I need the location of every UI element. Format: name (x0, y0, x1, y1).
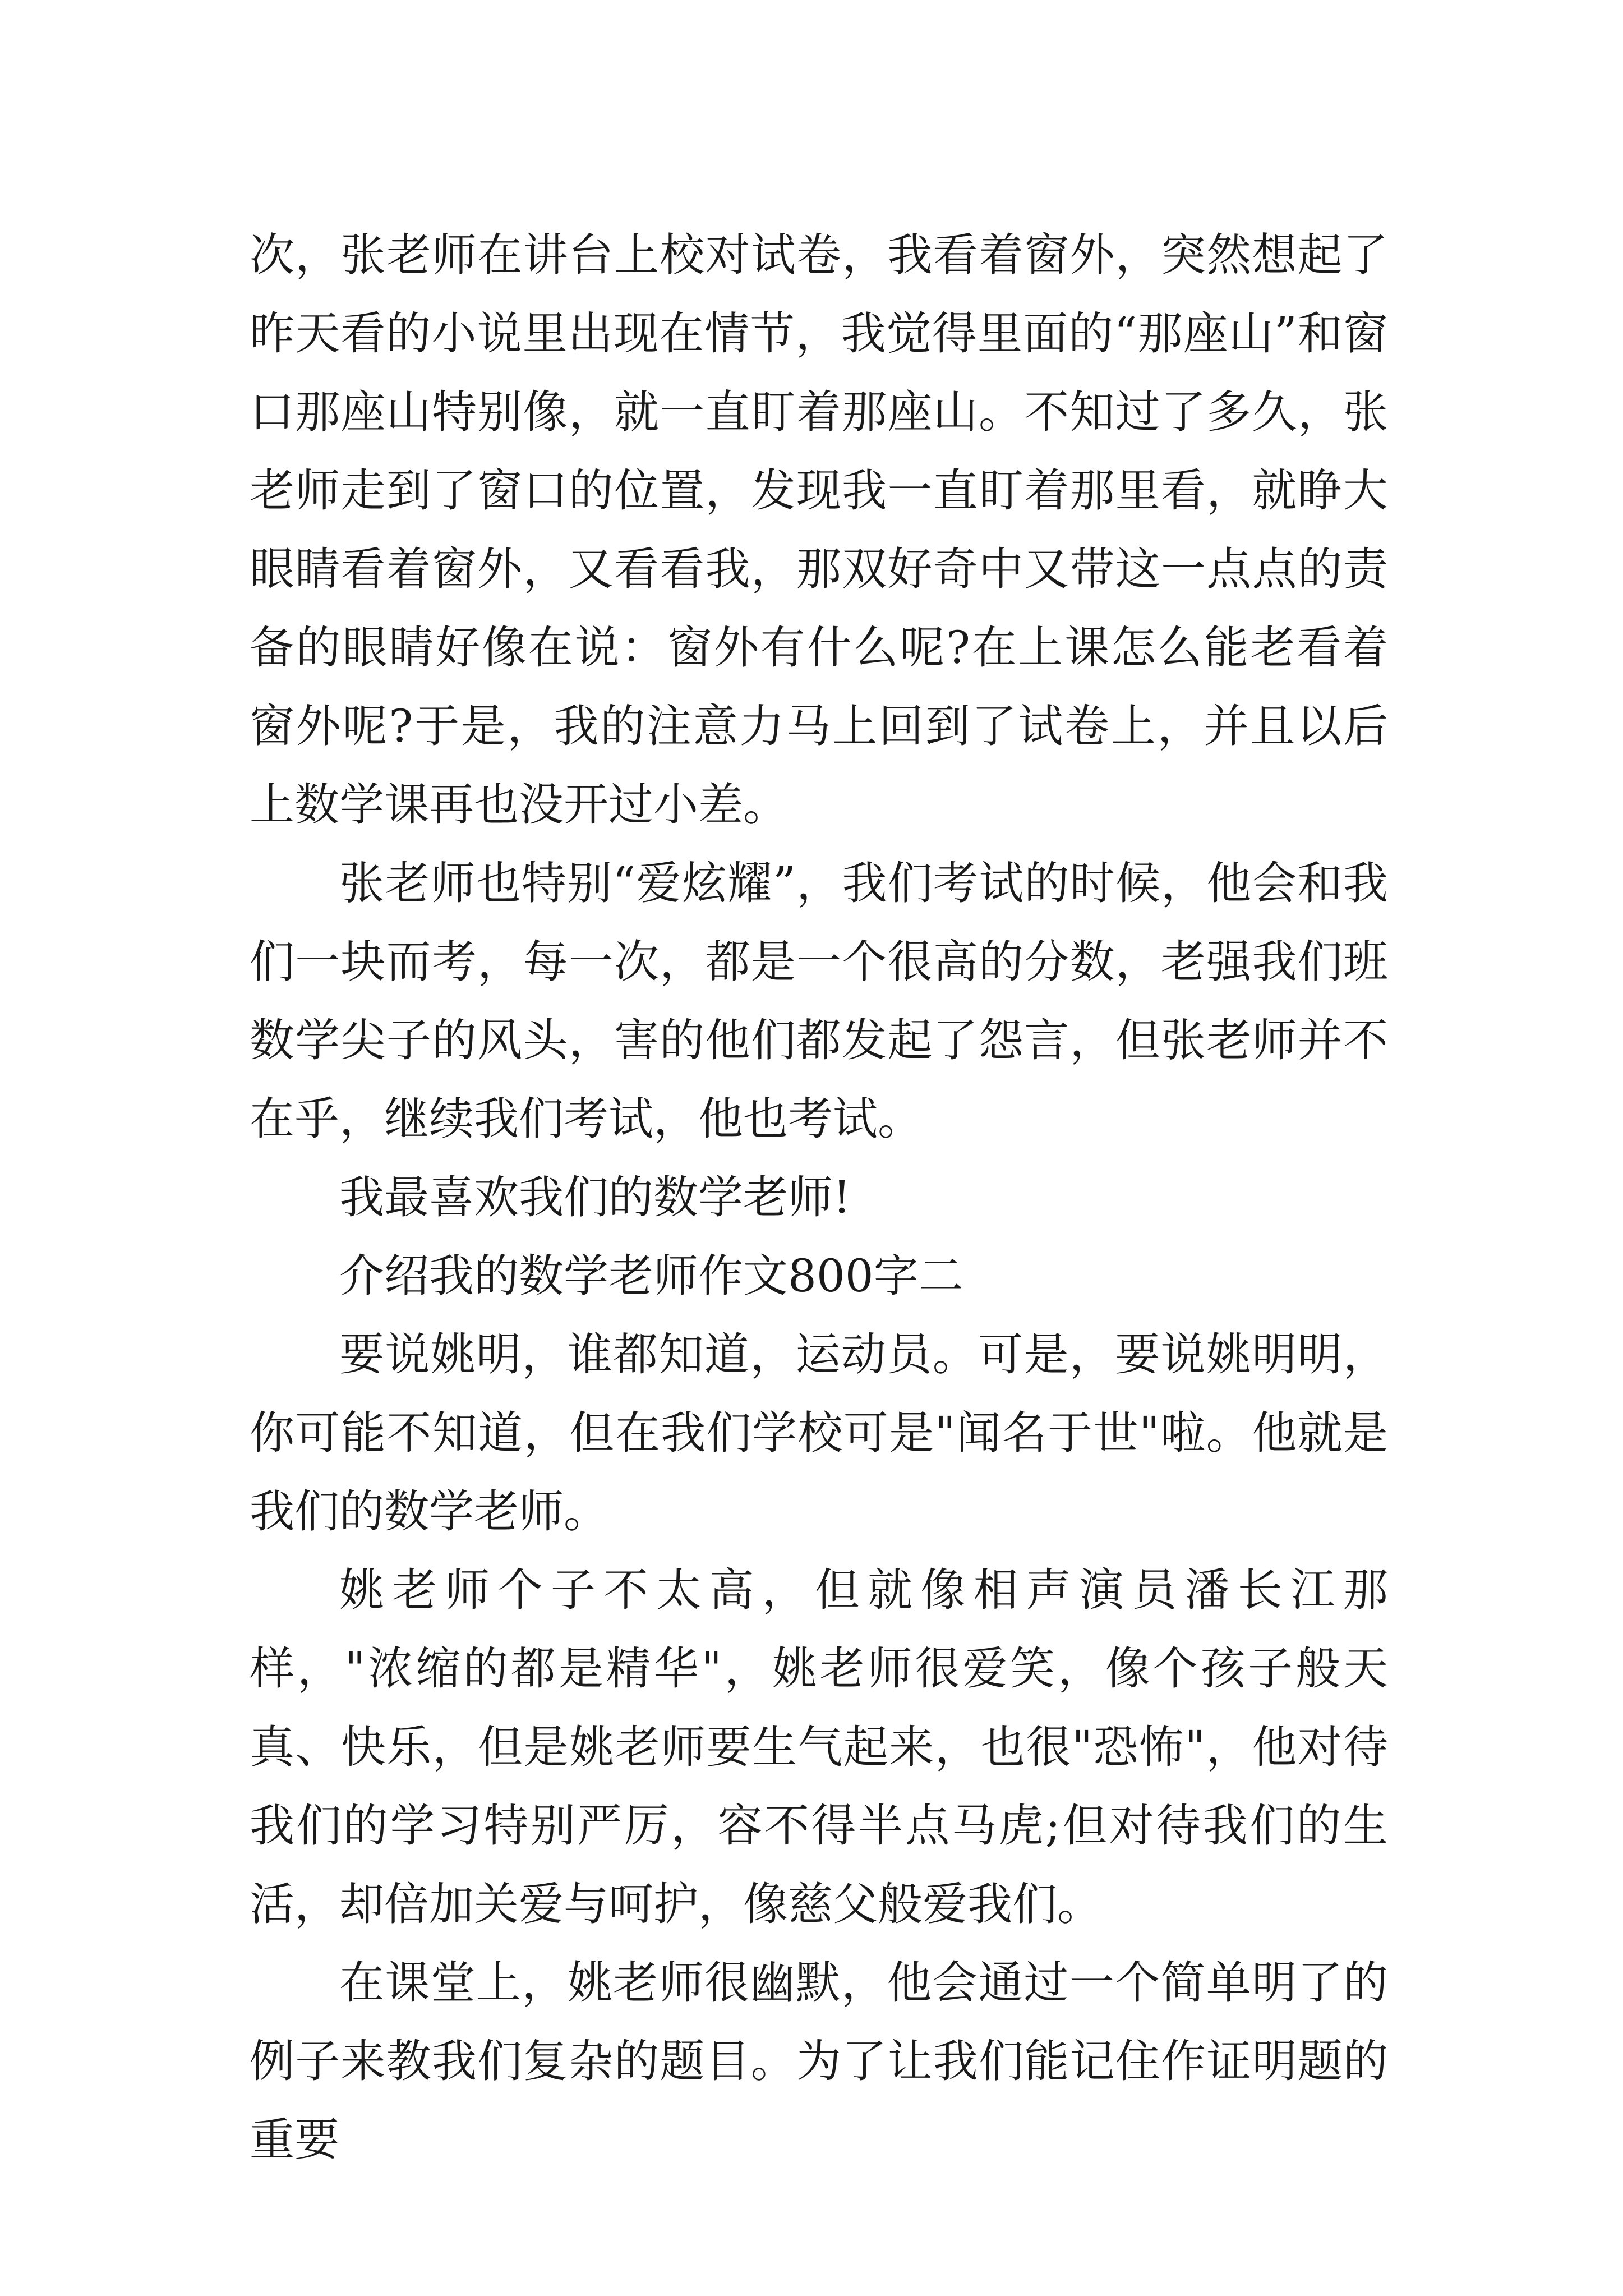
section-heading: 介绍我的数学老师作文800字二 (339, 1250, 963, 1302)
paragraph-6: 在课堂上，姚老师很幽默，他会通过一个简单明了的例子来教我们复杂的题目。为了让我们能记住作证明题的重要 (250, 1957, 1388, 2166)
paragraph-1: 次，张老师在讲台上校对试卷，我看着窗外，突然想起了昨天看的小说里出现在情节，我觉得里面的“那座山”和窗口那座山特别像，就一直盯着那座山。不知过了多久，张老师走到了窗口的位置，发现我一直盯着那里看，就睁大眼睛看着窗外，又看看我，那双好奇中又带这一点点的责备的眼睛好像在说：窗外有什么呢?在上课怎么能老看着窗外呢?于是，我的注意力马上回到了试卷上，并且以后上数学课再也没开过小差。 (250, 229, 1388, 831)
paragraph-2: 张老师也特别“爱炫耀”，我们考试的时候，他会和我们一块而考，每一次，都是一个很高的分数，老强我们班数学尖子的风头，害的他们都发起了怨言，但张老师并不在乎，继续我们考试，他也考试。 (250, 857, 1388, 1145)
document-body (250, 216, 1388, 2179)
paragraph-5: 姚老师个子不太高，但就像相声演员潘长江那样，"浓缩的都是精华"，姚老师很爱笑，像个孩子般天真、快乐，但是姚老师要生气起来，也很"恐怖"，他对待我们的学习特别严厉，容不得半点马虎;但对待我们的生活，却倍加关爱与呵护，像慈父般爱我们。 (250, 1564, 1388, 1930)
paragraph-3: 我最喜欢我们的数学老师! (339, 1171, 851, 1223)
paragraph-4: 要说姚明，谁都知道，运动员。可是，要说姚明明，你可能不知道，但在我们学校可是"闻名于世"啦。他就是我们的数学老师。 (250, 1328, 1388, 1538)
